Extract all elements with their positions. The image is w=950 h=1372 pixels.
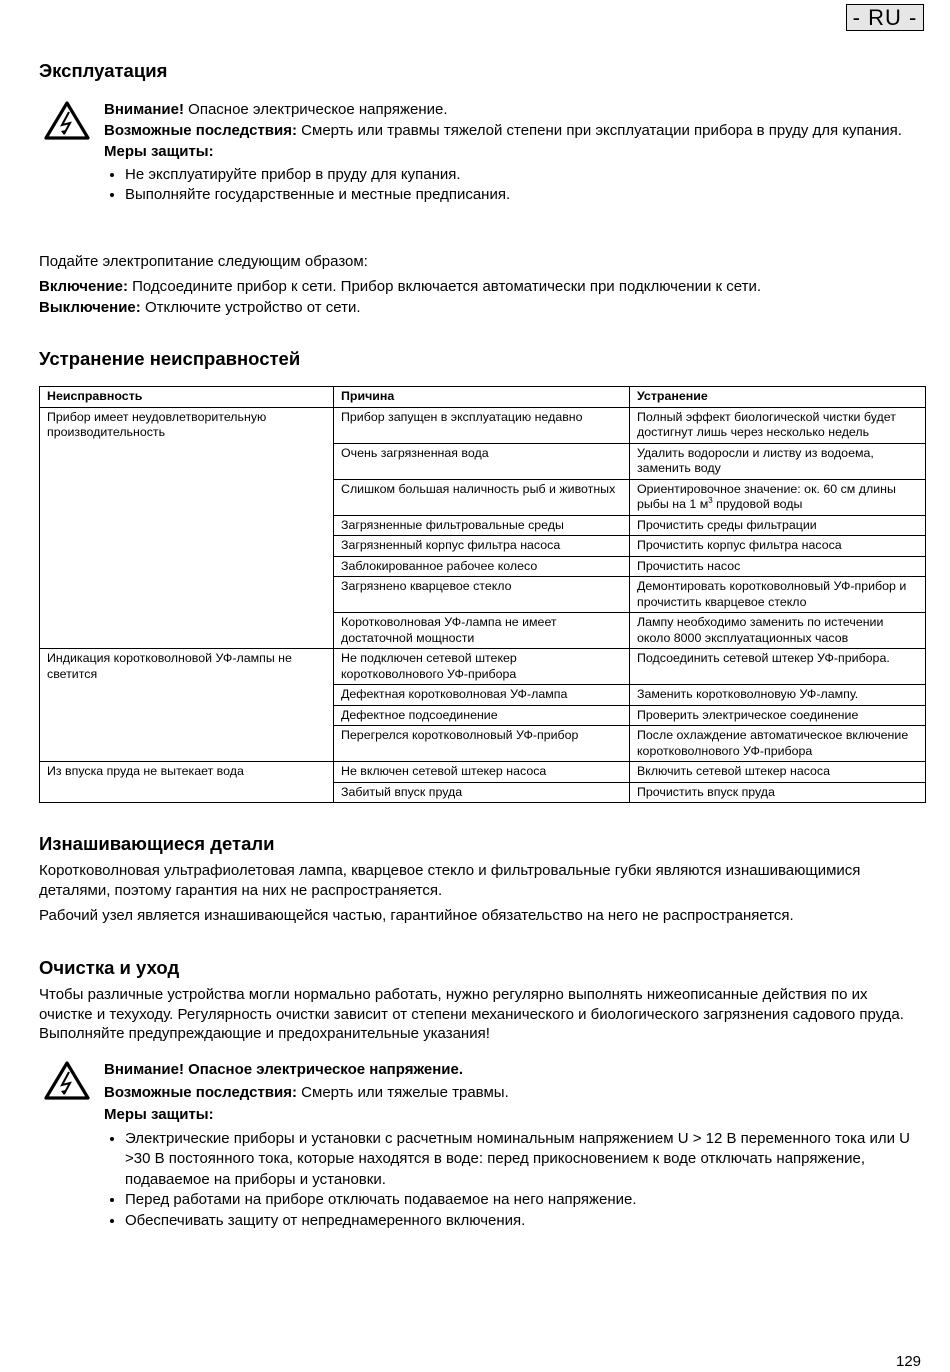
table-header-row [40, 387, 926, 408]
on-label: Включение: [39, 278, 128, 295]
consequences-label: Возможные последствия: [104, 121, 298, 139]
remedy-cell [630, 479, 926, 515]
warning-measures [104, 1105, 924, 1126]
attention-text: Опасное электрическое напряжение. [183, 101, 448, 118]
language-badge: - RU - [846, 4, 924, 31]
measures-label: Меры защиты: [104, 1106, 214, 1123]
header-fault: Неисправность [40, 387, 334, 408]
remedy-cell: Включить сетевой штекер насоса [630, 762, 926, 783]
remedy-cell: Прочистить корпус фильтра насоса [630, 536, 926, 557]
cause-cell: Слишком большая наличность рыб и животных [334, 479, 630, 515]
cause-cell: Загрязненные фильтровальные среды [334, 515, 630, 536]
measure-item: • Обеспечивать защиту от непреднамеренного включения. [125, 1211, 924, 1232]
remedy-cell: Прочистить среды фильтрации [630, 515, 926, 536]
high-voltage-warning-icon [44, 1060, 90, 1100]
measures-list [104, 1129, 924, 1232]
cause-cell: Не включен сетевой штекер насоса [334, 762, 630, 783]
remedy-cell: Заменить коротковолновую УФ-лампу. [630, 685, 926, 706]
fault-cell: Из впуска пруда не вытекает вода [40, 762, 334, 803]
remedy-cell: Подсоединить сетевой штекер УФ-прибора. [630, 649, 926, 685]
remedy-cell: Полный эффект биологической чистки будет достигнут лишь через несколько недель [630, 407, 926, 443]
off-label: Выключение: [39, 299, 141, 316]
section-title-cleaning: Очистка и уход [39, 957, 180, 978]
cause-cell: Не подключен сетевой штекер коротковолнового УФ-прибора [334, 649, 630, 685]
power-off-instruction [39, 298, 924, 318]
remedy-cell: Прочистить насос [630, 556, 926, 577]
remedy-cell: Демонтировать коротковолновый УФ-прибор и прочистить кварцевое стекло [630, 577, 926, 613]
fault-cell: Прибор имеет неудовлетворительную производительность [40, 407, 334, 649]
cause-cell: Очень загрязненная вода [334, 443, 630, 479]
measure-item: • Перед работами на приборе отключать подаваемое на него напряжение. [125, 1190, 924, 1211]
cause-cell: Дефектная коротковолновая УФ-лампа [334, 685, 630, 706]
cleaning-warning [104, 1060, 924, 1231]
measures-list [104, 165, 924, 206]
cleaning-intro: Чтобы различные устройства могли нормально работать, нужно регулярно выполнять нижеописанные действия по их очистке и техуходу. Регулярность очистки зависит от степени механического и биологического загрязнения садового пруда. Выполняйте предупреждающие и предохранительные указания! [39, 986, 904, 1042]
wear-parts-paragraph-2: Рабочий узел является изнашивающейся частью, гарантийное обязательство на него не распространяется. [39, 907, 794, 924]
operation-warning [104, 100, 924, 206]
power-on-instruction [39, 277, 924, 297]
header-remedy: Устранение [630, 387, 926, 408]
cause-cell: Дефектное подсоединение [334, 705, 630, 726]
cause-cell: Коротковолновая УФ-лампа не имеет достаточной мощности [334, 613, 630, 649]
remedy-cell: Лампу необходимо заменить по истечении около 8000 эксплуатационных часов [630, 613, 926, 649]
troubleshooting-table [39, 386, 926, 803]
cause-cell: Прибор запущен в эксплуатацию недавно [334, 407, 630, 443]
warning-consequences [104, 121, 924, 142]
measures-label: Меры защиты: [104, 143, 214, 160]
on-text: Подсоедините прибор к сети. Прибор включается автоматически при подключении к сети. [127, 278, 761, 295]
cause-cell: Забитый впуск пруда [334, 782, 630, 803]
measure-item: • Выполняйте государственные и местные предписания. [125, 185, 924, 206]
wear-parts-paragraph-1: Коротковолновая ультрафиолетовая лампа, кварцевое стекло и фильтровальные губки являются изнашивающимися деталями, поэтому гарантия на них не распространяется. [39, 862, 861, 899]
warning-attention [104, 100, 924, 121]
measure-item: • Электрические приборы и установки с расчетным номинальным напряжением U > 12 В переменного тока или U >30 В постоянного тока, которые находятся в воде: перед прикосновением к воде отключать напряжение, подаваемое на приборы и установки. [125, 1129, 924, 1191]
remedy-cell: Прочистить впуск пруда [630, 782, 926, 803]
consequences-text: Смерть или травмы тяжелой степени при эксплуатации прибора в пруду для купания. [297, 121, 902, 139]
cause-cell: Заблокированное рабочее колесо [334, 556, 630, 577]
table-row [40, 649, 926, 685]
header-cause: Причина [334, 387, 630, 408]
off-text: Отключите устройство от сети. [140, 299, 361, 316]
warning-consequences [104, 1083, 924, 1104]
section-title-troubleshooting: Устранение неисправностей [39, 348, 301, 369]
remedy-text: Ориентировочное значение: ок. 60 см длины рыбы на 1 м [637, 481, 896, 511]
remedy-text-suffix: прудовой воды [712, 497, 803, 511]
table-row [40, 762, 926, 783]
attention-label: Внимание! Опасное электрическое напряжение. [104, 1061, 464, 1078]
remedy-cell: После охлаждение автоматическое включение коротковолнового УФ-прибора [630, 726, 926, 762]
attention-label: Внимание! [104, 101, 184, 118]
remedy-cell: Удалить водоросли и листву из водоема, заменить воду [630, 443, 926, 479]
section-title-wear-parts: Изнашивающиеся детали [39, 833, 275, 854]
table-row [40, 407, 926, 443]
cause-cell: Загрязненный корпус фильтра насоса [334, 536, 630, 557]
page-number: 129 [896, 1353, 922, 1370]
consequences-label: Возможные последствия: [104, 1083, 298, 1101]
section-title-operation: Эксплуатация [39, 60, 168, 81]
cubic-superscript: 3 [708, 495, 713, 505]
fault-cell: Индикация коротковолновой УФ-лампы не светится [40, 649, 334, 762]
high-voltage-warning-icon [44, 100, 90, 140]
warning-measures [104, 142, 924, 163]
cause-cell: Загрязнено кварцевое стекло [334, 577, 630, 613]
remedy-cell: Проверить электрическое соединение [630, 705, 926, 726]
warning-attention [104, 1060, 924, 1081]
measure-item: • Не эксплуатируйте прибор в пруду для купания. [125, 165, 924, 186]
consequences-text: Смерть или тяжелые травмы. [297, 1083, 509, 1101]
power-intro: Подайте электропитание следующим образом: [39, 253, 368, 270]
cause-cell: Перегрелся коротковолновый УФ-прибор [334, 726, 630, 762]
